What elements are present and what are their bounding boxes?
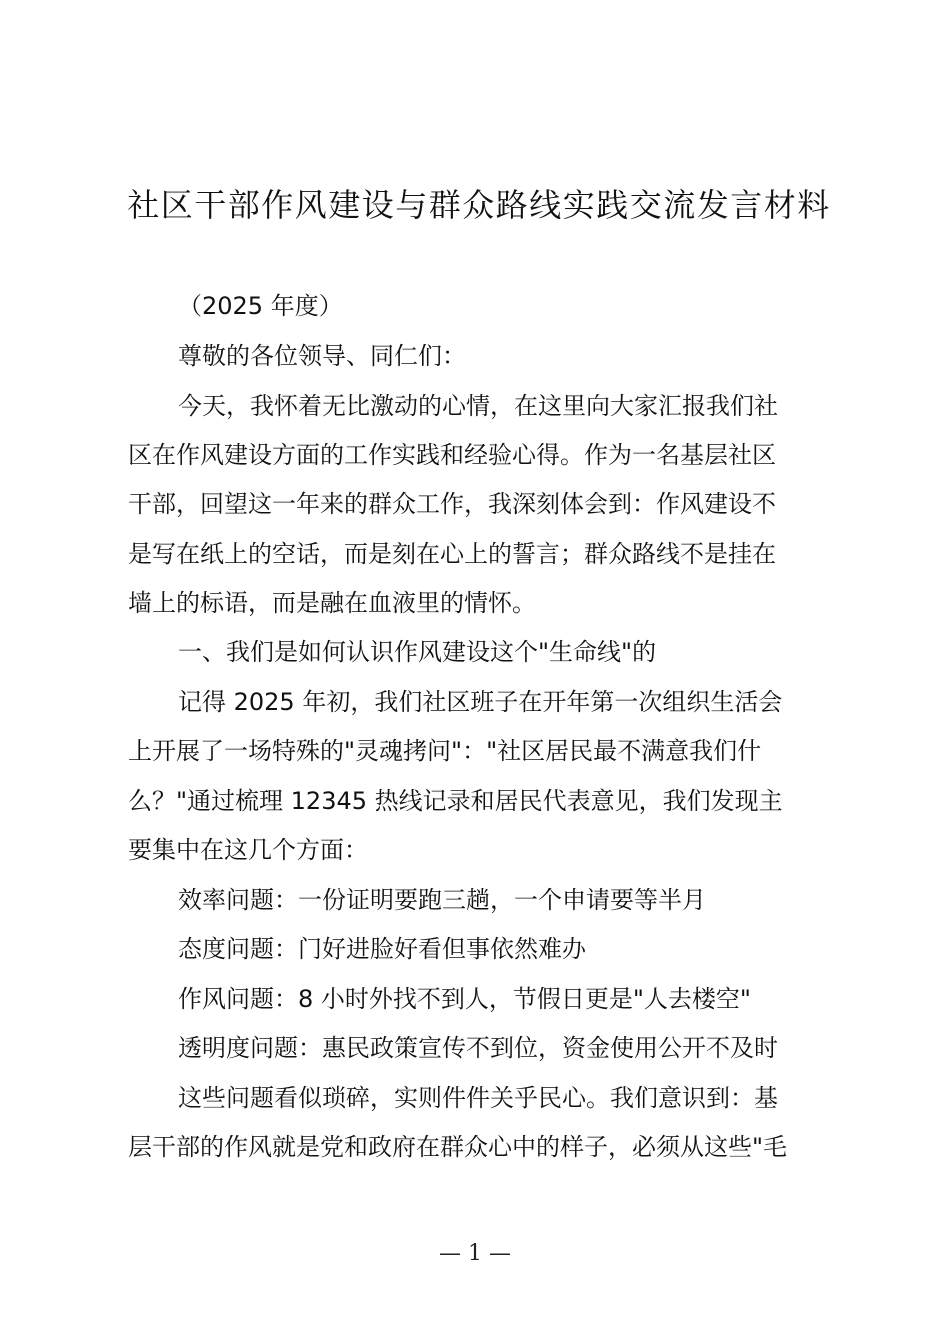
paragraph-line: 今天，我怀着无比激动的心情，在这里向大家汇报我们社 [178, 392, 778, 420]
paragraph-line: 记得 2025 年初，我们社区班子在开年第一次组织生活会 [178, 688, 783, 716]
year-line: （2025 年度） [178, 292, 343, 320]
paragraph-line: 是写在纸上的空话，而是刻在心上的誓言；群众路线不是挂在 [128, 540, 776, 568]
list-item: 态度问题：门好进脸好看但事依然难办 [178, 935, 586, 963]
list-item: 效率问题：一份证明要跑三趟，一个申请要等半月 [178, 886, 706, 914]
paragraph-line: 层干部的作风就是党和政府在群众心中的样子，必须从这些"毛 [128, 1133, 788, 1161]
section-heading: 一、我们是如何认识作风建设这个"生命线"的 [178, 638, 657, 666]
paragraph-line: 上开展了一场特殊的"灵魂拷问"："社区居民最不满意我们什 [128, 737, 762, 765]
list-item: 作风问题：8 小时外找不到人，节假日更是"人去楼空" [178, 985, 751, 1013]
paragraph-line: 么？"通过梳理 12345 热线记录和居民代表意见，我们发现主 [128, 787, 783, 815]
salutation: 尊敬的各位领导、同仁们： [178, 342, 466, 370]
paragraph-line: 区在作风建设方面的工作实践和经验心得。作为一名基层社区 [128, 441, 776, 469]
document-title: 社区干部作风建设与群众路线实践交流发言材料 [127, 186, 831, 224]
list-item: 透明度问题：惠民政策宣传不到位，资金使用公开不及时 [178, 1034, 778, 1062]
paragraph-line: 墙上的标语，而是融在血液里的情怀。 [128, 589, 536, 617]
page-number: — 1 — [439, 1241, 511, 1266]
paragraph-line: 这些问题看似琐碎，实则件件关乎民心。我们意识到：基 [178, 1084, 778, 1112]
paragraph-line: 要集中在这几个方面： [128, 836, 368, 864]
paragraph-line: 干部，回望这一年来的群众工作，我深刻体会到：作风建设不 [128, 490, 776, 518]
